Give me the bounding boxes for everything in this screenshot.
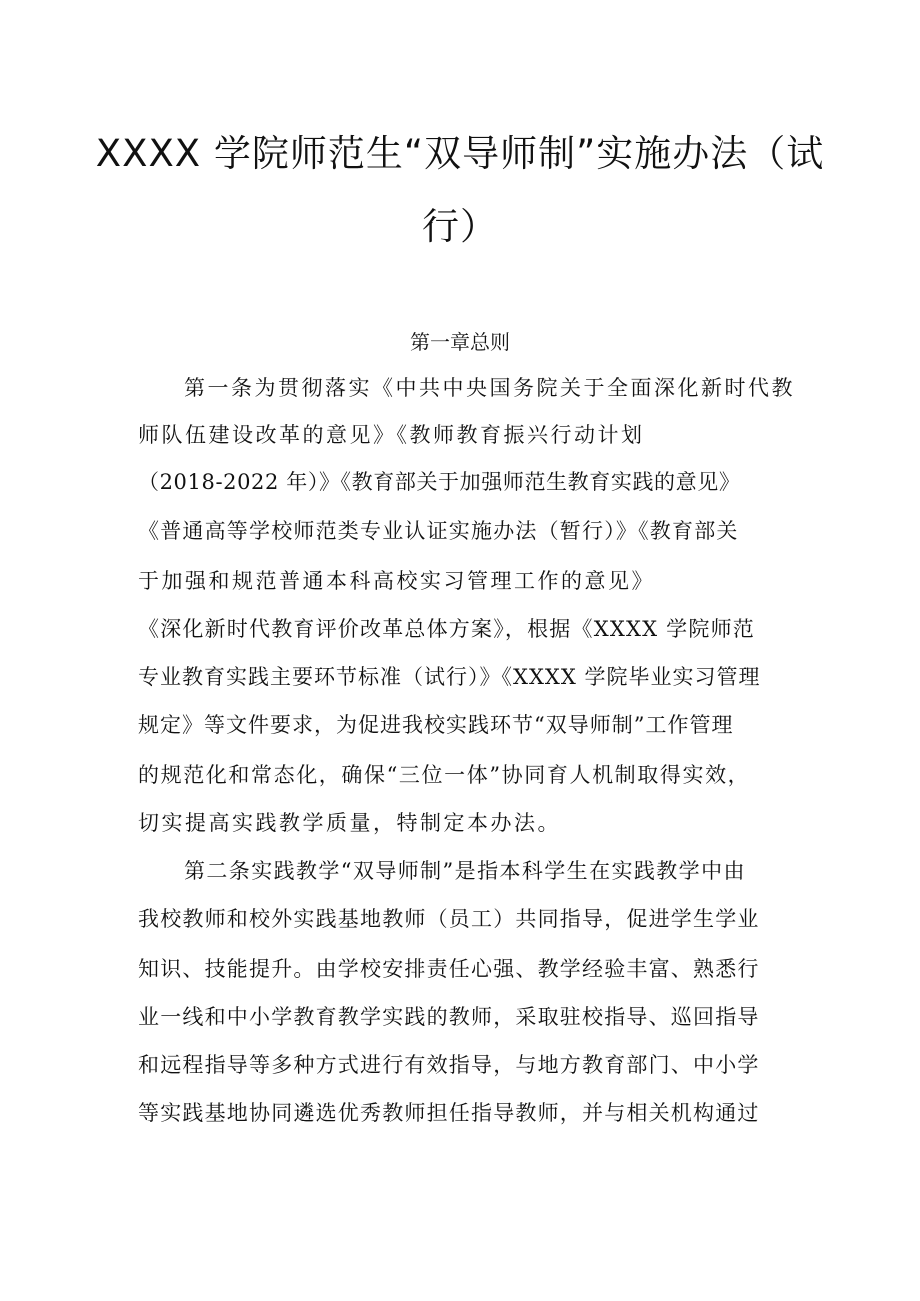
article-1-line: 师队伍建设改革的意见》《教师教育振兴行动计划 [138,423,645,447]
article-1-line: 于加强和规范普通本科高校实习管理工作的意见》 [138,569,655,593]
article-2-line: 第二条实践教学“双导师制”是指本科学生在实践教学中由 [184,859,746,883]
article-1-line: 的规范化和常态化，确保“三位一体”协同育人机制取得实效， [138,763,751,787]
article-2-line: 和远程指导等多种方式进行有效指导，与地方教育部门、中小学 [138,1053,760,1077]
document-title-line-1: XXXX 学院师范生“双导师制”实施办法（试 [95,132,825,175]
document-title-line-2: 行） [422,205,498,248]
article-2-line: 业一线和中小学教育教学实践的教师，采取驻校指导、巡回指导 [138,1005,760,1029]
article-2-line: 知识、技能提升。由学校安排责任心强、教学经验丰富、熟悉行 [138,957,760,981]
article-1-line: 第一条为贯彻落实《中共中央国务院关于全面深化新时代教 [184,376,795,400]
article-1-line: 切实提高实践教学质量，特制定本办法。 [138,811,561,835]
article-2-line: 我校教师和校外实践基地教师（员工）共同指导，促进学生学业 [138,907,760,931]
article-1-line: 专业教育实践主要环节标准（试行）》《XXXX 学院毕业实习管理 [138,665,761,689]
article-1-line: 规定》等文件要求，为促进我校实践环节“双导师制”工作管理 [138,713,734,737]
article-1-line: （2018-2022 年）》《教育部关于加强师范生教育实践的意见》 [138,470,741,494]
article-1-line: 《深化新时代教育评价改革总体方案》，根据《XXXX 学院师范 [138,617,755,641]
article-1-line: 《普通高等学校师范类专业认证实施办法（暂行）》《教育部关 [138,519,739,543]
chapter-heading: 第一章总则 [410,330,510,354]
article-2-line: 等实践基地协同遴选优秀教师担任指导教师，并与相关机构通过 [138,1101,760,1125]
